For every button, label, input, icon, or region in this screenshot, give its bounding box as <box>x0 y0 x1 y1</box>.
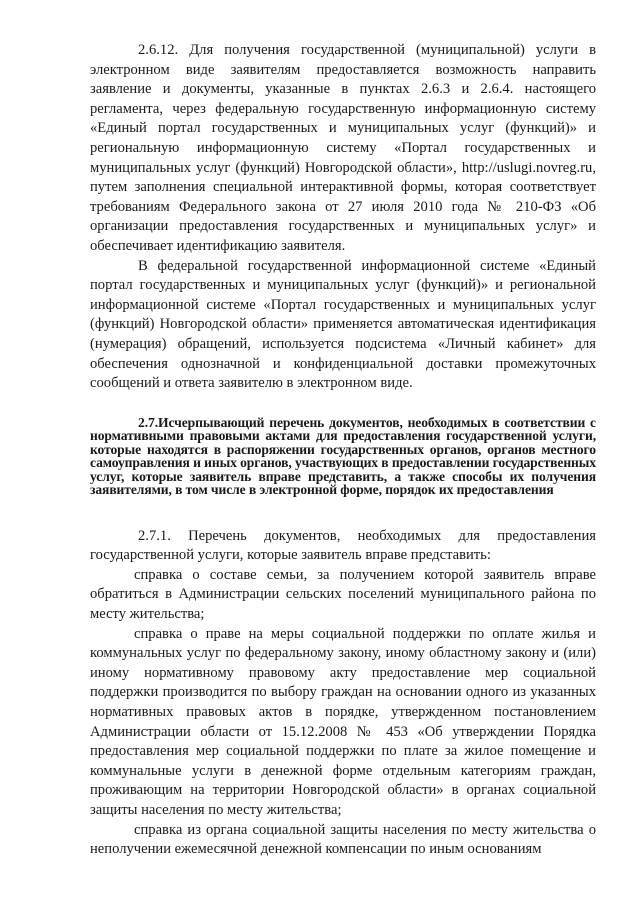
list-item: справка о составе семьи, за получением которой заявитель вправе обратиться в Администрации сельских поселений муниципального района по месту жительства; <box>90 566 596 623</box>
list-item: справка о праве на меры социальной поддержки по оплате жилья и коммунальных услуг по федеральному закону, иному областному закону и (или) иному нормативному правовому акту предоставление мер социальной поддержки производится по выбору граждан на основании одного из указанных нормативных правовых актов в порядке, утвержденном постановлением Администрации области от 15.12.2008 № 453 «Об утверждении Порядка предоставления мер социальной поддержки по плате за жилое помещение и коммунальные услуги в денежной форме отдельным категориям граждан, проживающим на территории Новгородской области» в органах социальной защиты населения по месту жительства; <box>90 625 596 818</box>
spacer <box>90 497 596 527</box>
documents-list <box>90 566 596 860</box>
paragraph-identification: В федеральной государственной информационной системе «Единый портал государственных и муниципальных услуг (функций)» и региональной информационной системе «Портал государственных и муниципальных услуг (функций) Новгородской области» применяется автоматическая идентификация (нумерация) обращений, используется подсистема «Личный кабинет» для обеспечения однозначной и конфиденциальной доставки промежуточных сообщений и ответа заявителю в электронном виде. <box>90 257 596 392</box>
paragraph-2-6-12: 2.6.12. Для получения государственной (муниципальной) услуги в электронном виде заявителям предоставляется возможность направить заявление и документы, указанные в пунктах 2.6.3 и 2.6.4. настоящего регламента, через федеральную государственную информационную систему «Единый портал государственных и муниципальных услуг (функций)» и региональную информационную систему «Портал государственных и муниципальных услуг (функций) Новгородской области», http://uslugi.novreg.ru, путем заполнения специальной интерактивной формы, которая соответствует требованиям Федерального закона от 27 июля 2010 года № 210-ФЗ «Об организации предоставления государственных и муниципальных услуг» и обеспечивает идентификацию заявителя. <box>90 42 596 254</box>
list-item: справка из органа социальной защиты населения по месту жительства о неполучении ежемесячной денежной компенсации по иным основаниям <box>90 821 596 858</box>
paragraph-2-7-1: 2.7.1. Перечень документов, необходимых для предоставления государственной услуги, которые заявитель вправе представить: <box>90 527 596 564</box>
section-heading-2-7: 2.7.Исчерпывающий перечень документов, необходимых в соответствии с нормативными правовыми актами для предоставления государственной услуги, которые находятся в распоряжении государственных органов, органов местного самоуправления и иных органов, участвующих в предоставлении государственных услуг, которые заявитель вправе представить, а также способы их получения заявителями, в том числе в электронной форме, порядок их предоставления <box>90 414 596 498</box>
